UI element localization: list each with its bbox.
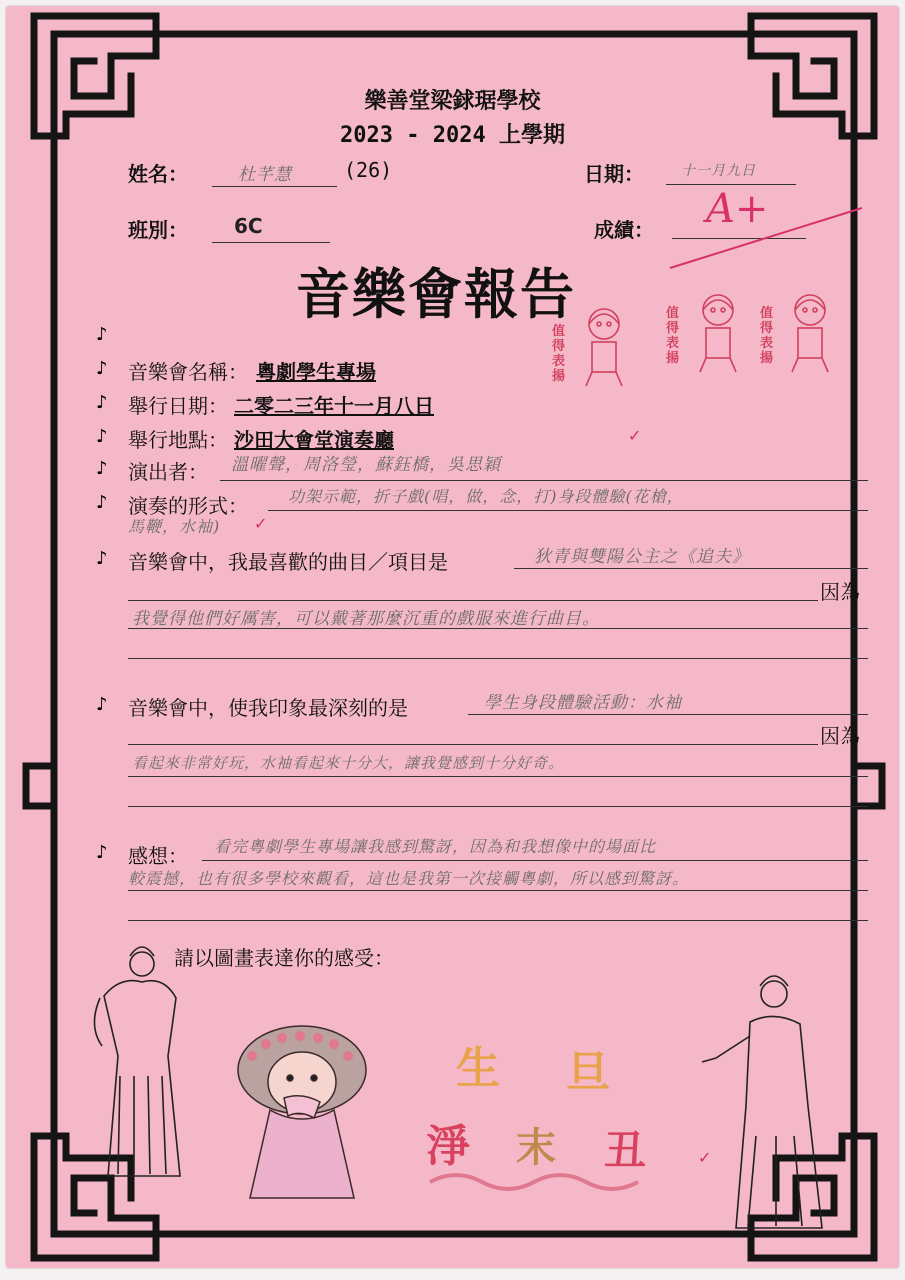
music-note-icon: ♪ <box>96 492 108 513</box>
class-value: 6C <box>234 214 263 238</box>
music-note-icon: ♪ <box>96 324 108 345</box>
name-value: 杜芊慧 <box>238 165 292 185</box>
name-label: 姓名： <box>128 162 188 186</box>
performers-label: 演出者： <box>128 460 208 484</box>
because-label: 因為 <box>820 724 860 748</box>
praise-stamp-3 <box>758 288 844 380</box>
role-dan: 旦 <box>566 1047 610 1098</box>
role-sheng: 生 <box>456 1043 510 1094</box>
music-note-icon: ♪ <box>96 358 108 379</box>
grade-slash-icon <box>666 202 866 272</box>
feelings-label: 感想： <box>128 844 188 868</box>
concert-name-value: 粵劇學生專場 <box>256 360 376 384</box>
role-chou: 丑 <box>604 1126 647 1175</box>
report-page <box>6 6 899 1268</box>
praise-stamp-1 <box>546 302 632 394</box>
feelings-line-1: 看完粵劇學生專場讓我感到驚訝，因為和我想像中的場面比 <box>214 837 657 856</box>
forms-value-line-2: 馬鞭，水袖) <box>128 517 221 536</box>
report-title: 音樂會報告 <box>296 263 576 326</box>
role-jing: 淨 <box>426 1121 470 1172</box>
school-name: 樂善堂梁銶琚學校 <box>364 89 541 114</box>
check-mark-icon: ✓ <box>254 514 268 533</box>
venue-label: 舉行地點： <box>128 428 228 452</box>
girl-drawing <box>230 1018 380 1208</box>
forms-label: 演奏的形式： <box>128 494 248 518</box>
venue-value: 沙田大會堂演奏廳 <box>234 428 394 452</box>
music-note-icon: ♪ <box>96 548 108 569</box>
performers-value: 溫曜聲，周洛瑩，蘇鈺橋，吳思穎 <box>231 455 501 475</box>
date-label: 日期： <box>584 162 644 186</box>
music-note-icon: ♪ <box>96 694 108 715</box>
held-date-label: 舉行日期： <box>128 394 228 418</box>
date-value: 十一月九日 <box>681 163 756 179</box>
stamp-text: 值得表揚 <box>666 306 680 366</box>
wave-decoration <box>426 1164 666 1194</box>
music-note-icon: ♪ <box>96 392 108 413</box>
music-note-icon: ♪ <box>96 458 108 479</box>
grade-value: A+ <box>706 186 769 232</box>
stamp-text: 值得表揚 <box>760 306 774 366</box>
opera-figure-right <box>696 966 836 1236</box>
concert-name-label: 音樂會名稱： <box>128 360 248 384</box>
because-label: 因為 <box>820 580 860 604</box>
favourite-value: 狄青與雙陽公主之《追夫》 <box>534 547 750 567</box>
term: 2023 - 2024 上學期 <box>340 123 565 148</box>
class-label: 班別： <box>128 218 188 242</box>
check-mark-icon: ✓ <box>628 426 642 445</box>
forms-value-line-1: 功架示範，折子戲(唱，做，念，打)身段體驗(花槍， <box>288 487 684 506</box>
held-date-value: 二零二三年十一月八日 <box>234 394 434 418</box>
check-mark-icon: ✓ <box>698 1148 712 1167</box>
impression-reason: 看起來非常好玩，水袖看起來十分大，讓我覺感到十分好奇。 <box>132 754 565 772</box>
role-mo: 末 <box>516 1125 556 1171</box>
student-number: (26) <box>344 158 393 182</box>
music-note-icon: ♪ <box>96 426 108 447</box>
favourite-reason: 我覺得他們好厲害，可以戴著那麼沉重的戲服來進行曲目。 <box>132 609 600 629</box>
impression-value: 學生身段體驗活動：水袖 <box>484 693 682 713</box>
opera-figure-left <box>90 936 200 1186</box>
feelings-line-2: 較震撼，也有很多學校來觀看，這也是我第一次接觸粵劇，所以感到驚訝。 <box>128 869 690 888</box>
grade-label: 成績： <box>594 218 654 242</box>
favourite-label: 音樂會中，我最喜歡的曲目／項目是 <box>128 550 448 574</box>
stamp-text: 值得表揚 <box>552 324 566 384</box>
drawing-prompt: 請以圖畫表達你的感受： <box>174 946 394 970</box>
music-note-icon: ♪ <box>96 842 108 863</box>
impression-label: 音樂會中，使我印象最深刻的是 <box>128 696 408 720</box>
praise-stamp-2 <box>660 288 746 380</box>
